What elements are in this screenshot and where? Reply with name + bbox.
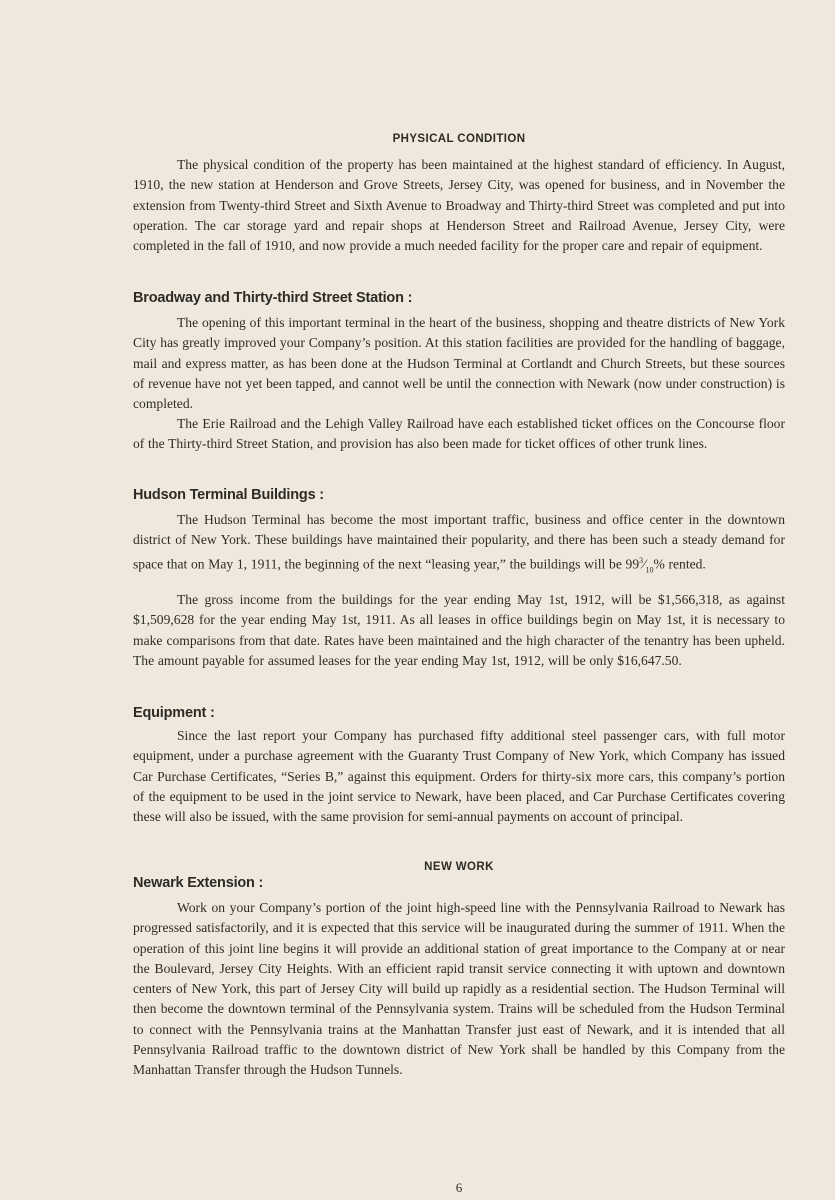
broadway-paragraph-1: The opening of this important terminal in the heart of the business, shopping and theatre districts of New York City has greatly improved your Company’s position. At this station facilities are provided for the handling of baggage, mail and express matter, as has been done at the Hudson Terminal at Cortlandt and Church Streets, but these sources of revenue have not yet been tapped, and cannot well be until the connection with Newark (now under construction) is completed. bbox=[133, 315, 785, 412]
physical-condition-paragraph: The physical condition of the property has been maintained at the highest standard of efficiency. In August, 1910, the new station at Henderson and Grove Streets, Jersey City, was opened for business, and in November the extension from Twenty-third Street and Sixth Avenue to Broadway and Thirty-third Street was completed and put into operation. The car storage yard and repair shops at Henderson Street and Railroad Avenue, Jersey City, were completed in the fall of 1910, and now provide a much needed facility for the proper care and repair of equipment. bbox=[133, 157, 785, 254]
hudson-paragraph-1-tail: % rented. bbox=[653, 556, 706, 572]
new-work-heading: NEW WORK bbox=[424, 861, 494, 873]
hudson-paragraph-1: The Hudson Terminal has become the most important traffic, business and office center in the downtown district of New York. These buildings have maintained their popularity, and there has been such a steady demand for space that on May 1, 1911, the beginning of the next “leasing year,” the buildings will be $99^3⁄_{10}\%$ rented. bbox=[133, 512, 785, 574]
broadway-station-heading: Broadway and Thirty-third Street Station : bbox=[133, 290, 413, 306]
fraction-denominator: 10 bbox=[645, 564, 654, 574]
fraction-numerator: 3 bbox=[639, 555, 644, 565]
newark-paragraph: Work on your Company’s portion of the joint high-speed line with the Pennsylvania Railroad to Newark has progressed satisfactorily, and it is expected that this service will be inaugurated during the summer of 1911. When the operation of this joint line begins it will provide an additional station of great importance to the Company at or near the Boulevard, Jersey City Heights. With an efficient rapid transit service connecting it with uptown and downtown centers of New York, this part of Jersey City will build up rapidly as a residential section. The Hudson Terminal will then become the downtown terminal of the Pennsylvania system. Trains will be scheduled from the Hudson Terminal to connect with the Pennsylvania trains at the Manhattan Transfer just east of Newark, and it is intended that all Pennsylvania Railroad traffic to the downtown district of New York shall be handled by this Company from the Manhattan Transfer through the Hudson Tunnels. bbox=[133, 900, 785, 1078]
hudson-paragraph-1-text: The Hudson Terminal has become the most important traffic, business and office center in the downtown district of New York. These buildings have maintained their popularity, and there has been such a steady demand for space that on May 1, 1911, the beginning of the next “leasing year,” the buildings will be 99 bbox=[133, 512, 785, 572]
equipment-heading: Equipment : bbox=[133, 705, 215, 721]
page-number: 6 bbox=[455, 1180, 463, 1195]
equipment-paragraph: Since the last report your Company has purchased fifty additional steel passenger cars, with full motor equipment, under a purchase agreement with the Guaranty Trust Company of New York, which Company has issued Car Purchase Certificates, “Series B,” against this equipment. Orders for thirty-six more cars, this company’s portion of the equipment to be used in the joint service to Newark, have been placed, and Car Purchase Certificates covering these will also be issued, with the same provision for semi-annual payments on account of principal. bbox=[133, 728, 785, 825]
newark-extension-heading: Newark Extension : bbox=[133, 875, 264, 891]
physical-condition-heading: PHYSICAL CONDITION bbox=[392, 133, 526, 145]
broadway-paragraph-2: The Erie Railroad and the Lehigh Valley Railroad have each established ticket offices on the Concourse floor of the Thirty-third Street Station, and provision has also been made for ticket offices of other trunk lines. bbox=[133, 416, 785, 452]
hudson-paragraph-2: The gross income from the buildings for the year ending May 1st, 1912, will be $1,566,318, as against $1,509,628 for the year ending May 1st, 1911. As all leases in office buildings begin on May 1st, it is necessary to make comparisons from that date. Rates have been maintained and the high character of the tenantry has been upheld. The amount payable for assumed leases for the year ending May 1st, 1912, will be only $16,647.50. bbox=[133, 592, 785, 668]
hudson-terminal-heading: Hudson Terminal Buildings : bbox=[133, 487, 324, 503]
